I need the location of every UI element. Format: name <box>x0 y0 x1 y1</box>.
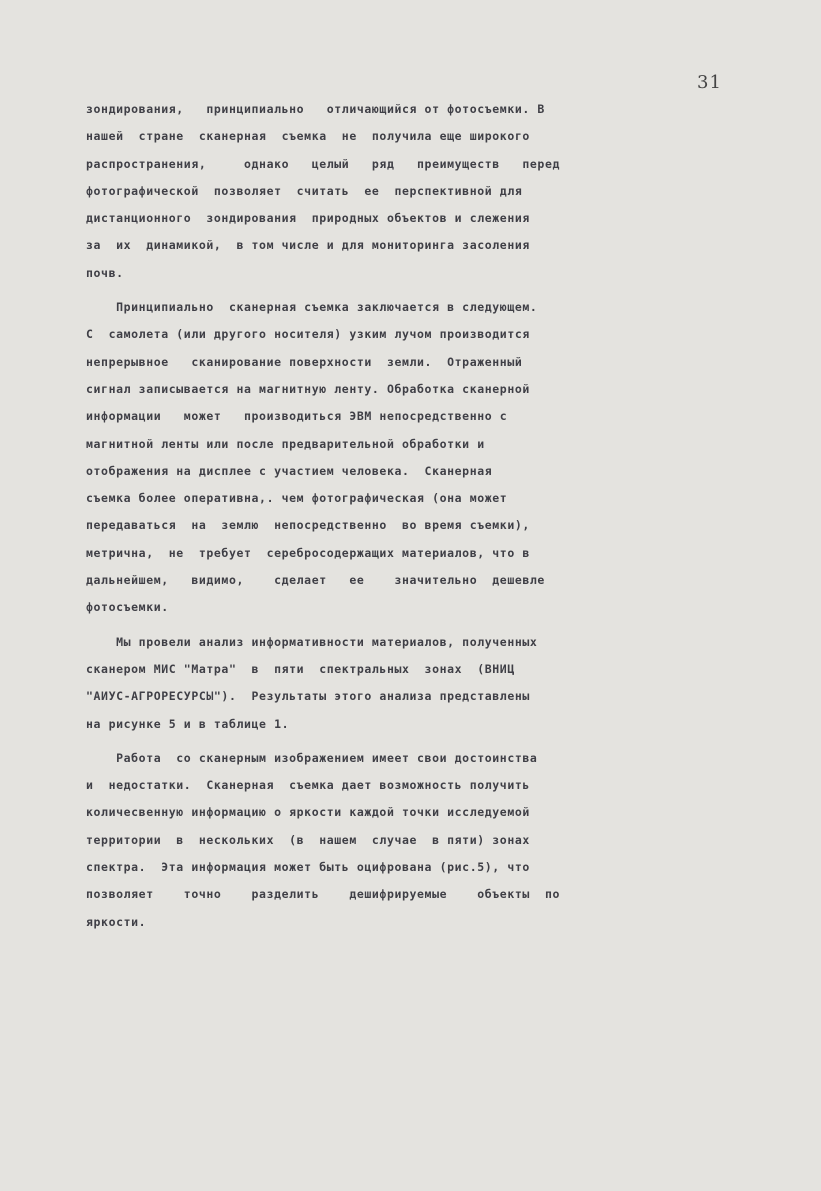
text-line: магнитной ленты или после предварительной обработки и <box>86 436 485 451</box>
text-line: Принципиально сканерная съемка заключается в следующем. <box>86 300 538 315</box>
text-line: дальнейшем, видимо, сделает ее значительно дешевле <box>86 573 545 588</box>
text-line: Мы провели анализ информативности материалов, полученных <box>86 634 538 649</box>
text-line: "АИУС-АГРОРЕСУРСЫ"). Результаты этого анализа представлены <box>86 689 530 704</box>
text-line: яркости. <box>86 914 147 929</box>
text-line: и недостатки. Сканерная съемка дает возможность получить <box>86 778 530 793</box>
text-line: отображения на дисплее с участием человека. Сканерная <box>86 463 493 478</box>
paragraph-gap <box>86 622 746 629</box>
page-number: 31 <box>697 72 722 93</box>
text-line: на рисунке 5 и в таблице 1. <box>86 716 290 731</box>
text-line: нашей стране сканерная съемка не получила еще широкого <box>86 129 530 144</box>
text-line: количесвенную информацию о яркости каждой точки исследуемой <box>86 805 530 820</box>
text-line: за их динамикой, в том числе и для мониторинга засоления <box>86 238 530 253</box>
text-line: С самолета (или другого носителя) узким лучом производится <box>86 327 530 342</box>
text-line: метрична, не требует серебросодержащих материалов, что в <box>86 545 530 560</box>
paragraph-gap <box>86 738 746 745</box>
text-line: сигнал записывается на магнитную ленту. Обработка сканерной <box>86 381 530 396</box>
text-line: территории в нескольких (в нашем случае в пяти) зонах <box>86 832 530 847</box>
text-line: информации может производиться ЭВМ непосредственно с <box>86 409 508 424</box>
text-line: сканером МИС "Матра" в пяти спектральных зонах (ВНИЦ <box>86 661 515 676</box>
text-line: Работа со сканерным изображением имеет свои достоинства <box>86 750 538 765</box>
text-line: позволяет точно разделить дешифрируемые объекты по <box>86 887 560 902</box>
paragraph-gap <box>86 287 746 294</box>
text-line: дистанционного зондирования природных объектов и слежения <box>86 211 530 226</box>
text-line: фотографической позволяет считать ее перспективной для <box>86 183 523 198</box>
text-line: непрерывное сканирование поверхности земли. Отраженный <box>86 354 523 369</box>
text-line: спектра. Эта информация может быть оцифрована (рис.5), что <box>86 860 530 875</box>
body-text <box>86 96 746 936</box>
text-line: фотосъемки. <box>86 600 169 615</box>
text-line: зондирования, принципиально отличающийся от фотосъемки. В <box>86 102 545 116</box>
text-line: съемка более оперативна,. чем фотографическая (она может <box>86 491 508 506</box>
text-line: передаваться на землю непосредственно во время съемки), <box>86 518 530 533</box>
text-line: распространения, однако целый ряд преимуществ перед <box>86 156 560 171</box>
text-line: почв. <box>86 265 124 280</box>
